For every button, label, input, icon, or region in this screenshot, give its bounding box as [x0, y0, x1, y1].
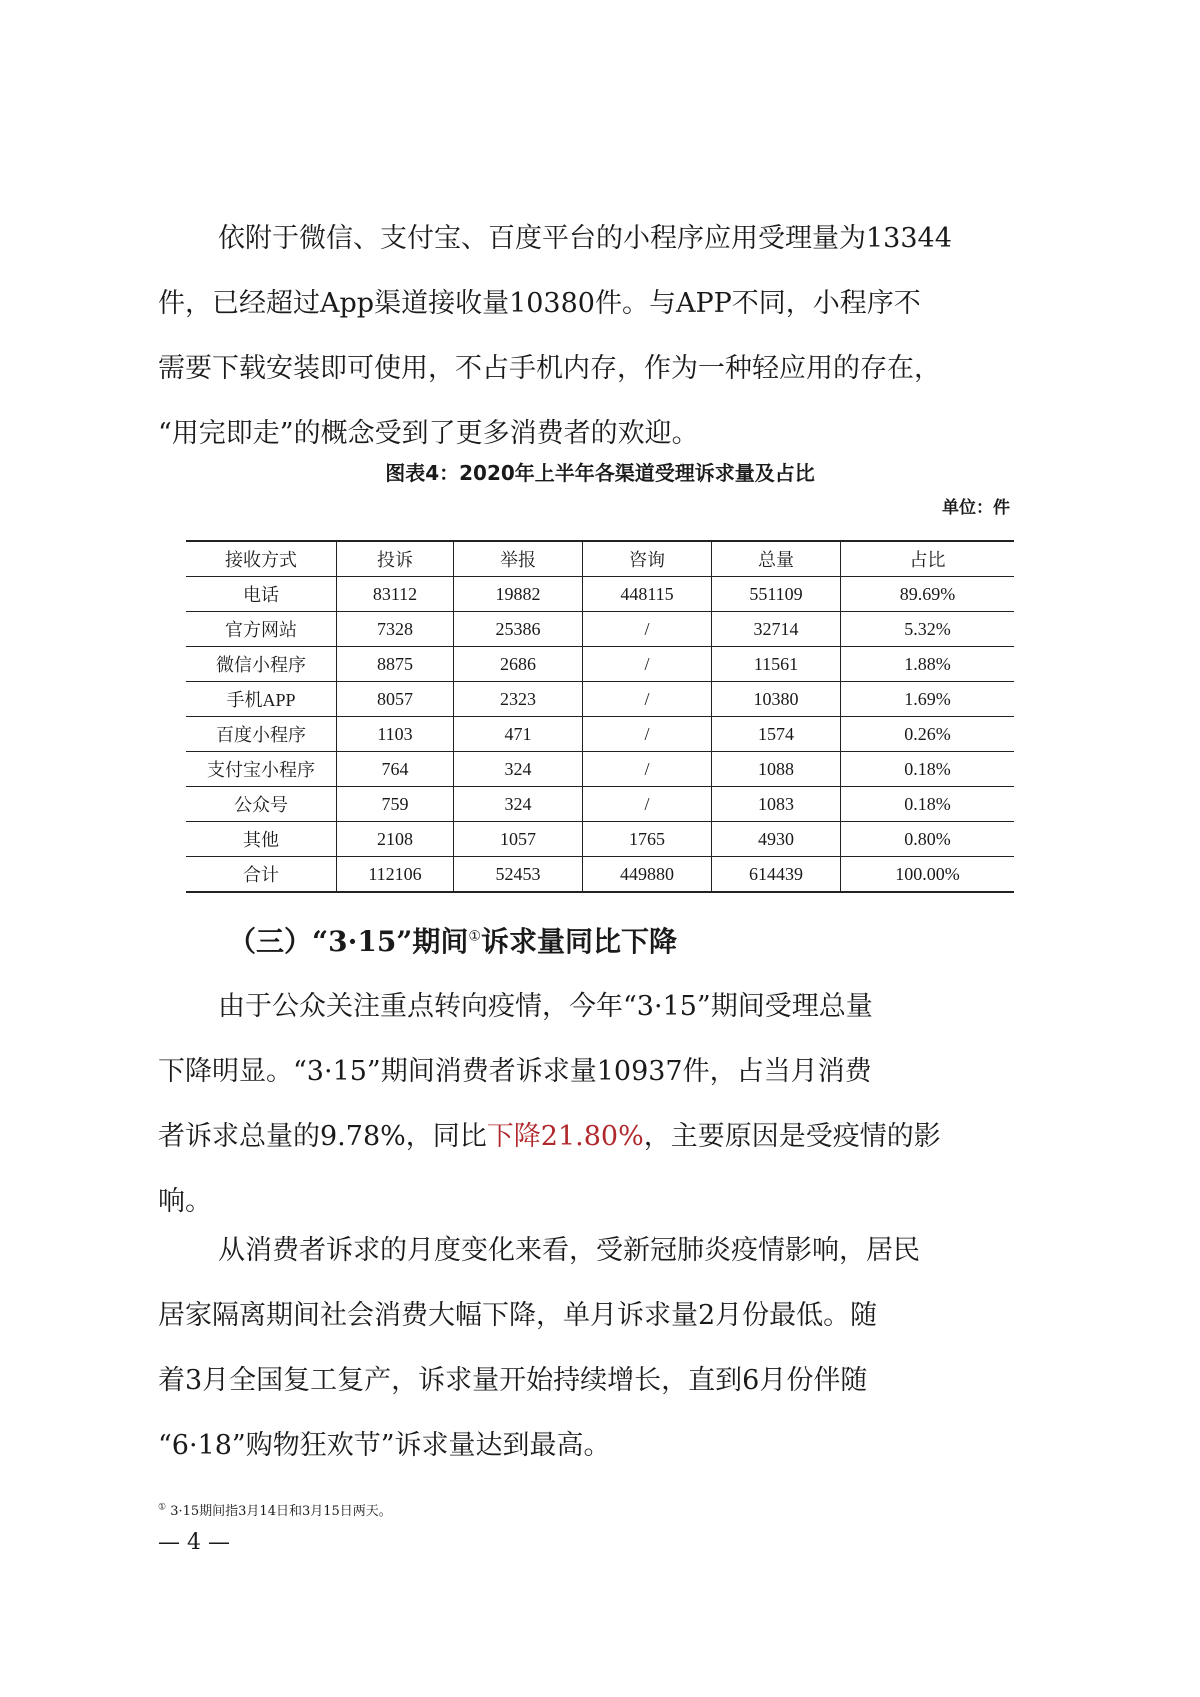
paragraph-1-line: “用完即走”的概念受到了更多消费者的欢迎。: [158, 418, 699, 449]
paragraph-1: [158, 206, 1058, 466]
paragraph-2-line: 由于公众关注重点转向疫情，今年“3·15”期间受理总量: [218, 991, 873, 1022]
table-cell: 合计: [186, 857, 337, 893]
table-cell: 1765: [583, 822, 712, 857]
table-cell: 448115: [583, 577, 712, 612]
table-cell: 支付宝小程序: [186, 752, 337, 787]
table-cell: 614439: [712, 857, 841, 893]
section-heading-text: （三）“3·15”期间: [228, 925, 469, 958]
table-cell: 551109: [712, 577, 841, 612]
table-cell: 0.26%: [841, 717, 1015, 752]
column-header: 投诉: [337, 541, 454, 577]
table-cell: 759: [337, 787, 454, 822]
table-cell: 1083: [712, 787, 841, 822]
footnote-reference[interactable]: ①: [468, 928, 481, 945]
table-row: [186, 787, 1014, 822]
paragraph-3: [158, 1218, 1058, 1478]
paragraph-3-line: 着3月全国复工复产，诉求量开始持续增长，直到6月份伴随: [158, 1365, 868, 1396]
channel-table: [186, 540, 1014, 893]
table-cell: 1103: [337, 717, 454, 752]
table-cell: 8875: [337, 647, 454, 682]
table-row: [186, 752, 1014, 787]
table-cell: 7328: [337, 612, 454, 647]
table-cell: 2323: [454, 682, 583, 717]
paragraph-1-line: 依附于微信、支付宝、百度平台的小程序应用受理量为13344: [218, 223, 952, 254]
column-header: 接收方式: [186, 541, 337, 577]
table-row: [186, 682, 1014, 717]
table-cell: 2686: [454, 647, 583, 682]
table-total-row: [186, 857, 1014, 893]
table-unit: 单位：件: [942, 498, 1010, 518]
paragraph-2: [158, 974, 1058, 1234]
table-cell: 89.69%: [841, 577, 1015, 612]
table-cell: /: [583, 682, 712, 717]
table-cell: 5.32%: [841, 612, 1015, 647]
column-header: 占比: [841, 541, 1015, 577]
paragraph-2-line: 响。: [158, 1186, 212, 1217]
table-cell: 百度小程序: [186, 717, 337, 752]
footnote-mark: ①: [158, 1502, 167, 1513]
table-cell: 8057: [337, 682, 454, 717]
column-header: 举报: [454, 541, 583, 577]
table-cell: 官方网站: [186, 612, 337, 647]
column-header: 总量: [712, 541, 841, 577]
table-cell: 4930: [712, 822, 841, 857]
paragraph-2-line: [158, 1104, 1058, 1169]
table-cell: /: [583, 752, 712, 787]
table-cell: /: [583, 787, 712, 822]
table-cell: 手机APP: [186, 682, 337, 717]
table-cell: 10380: [712, 682, 841, 717]
section-heading-text: 诉求量同比下降: [480, 925, 677, 958]
table-row: [186, 577, 1014, 612]
table-cell: /: [583, 647, 712, 682]
table-cell: 微信小程序: [186, 647, 337, 682]
table-cell: 324: [454, 752, 583, 787]
page-number: — 4 —: [158, 1530, 230, 1555]
paragraph-1-line: 件，已经超过App渠道接收量10380件。与APP不同，小程序不: [158, 288, 921, 319]
paragraph-1-line: 需要下载安装即可使用，不占手机内存，作为一种轻应用的存在，: [158, 353, 941, 384]
table-header-row: [186, 541, 1014, 577]
table-cell: 19882: [454, 577, 583, 612]
table-cell: 1088: [712, 752, 841, 787]
paragraph-2-line: 下降明显。“3·15”期间消费者诉求量10937件，占当月消费: [158, 1056, 872, 1087]
table-cell: 100.00%: [841, 857, 1015, 893]
footnote: [158, 1500, 392, 1519]
table-row: [186, 612, 1014, 647]
table-cell: 52453: [454, 857, 583, 893]
table-cell: 0.18%: [841, 752, 1015, 787]
table-cell: 1057: [454, 822, 583, 857]
paragraph-3-line: “6·18”购物狂欢节”诉求量达到最高。: [158, 1430, 611, 1461]
table-cell: 1.88%: [841, 647, 1015, 682]
table-cell: 25386: [454, 612, 583, 647]
table-cell: 324: [454, 787, 583, 822]
table-cell: 0.18%: [841, 787, 1015, 822]
column-header: 咨询: [583, 541, 712, 577]
table-cell: 公众号: [186, 787, 337, 822]
table-cell: 1.69%: [841, 682, 1015, 717]
table-cell: 112106: [337, 857, 454, 893]
table-row: [186, 647, 1014, 682]
table-cell: 2108: [337, 822, 454, 857]
table-cell: 32714: [712, 612, 841, 647]
section-heading: [228, 920, 677, 960]
table-cell: 0.80%: [841, 822, 1015, 857]
paragraph-3-line: 居家隔离期间社会消费大幅下降，单月诉求量2月份最低。随: [158, 1300, 878, 1331]
table-cell: 其他: [186, 822, 337, 857]
table-caption: 图表4：2020年上半年各渠道受理诉求量及占比: [385, 461, 815, 485]
table-cell: 449880: [583, 857, 712, 893]
table-cell: 11561: [712, 647, 841, 682]
table-cell: 471: [454, 717, 583, 752]
footnote-text: 3·15期间指3月14日和3月15日两天。: [170, 1504, 392, 1519]
table-cell: 764: [337, 752, 454, 787]
table-row: [186, 717, 1014, 752]
table-cell: 1574: [712, 717, 841, 752]
table-cell: 电话: [186, 577, 337, 612]
table-cell: /: [583, 717, 712, 752]
table-cell: /: [583, 612, 712, 647]
table-cell: 83112: [337, 577, 454, 612]
table-row: [186, 822, 1014, 857]
highlighted-decline-text: 下降21.80%: [486, 1121, 644, 1152]
text-segment: 者诉求总量的9.78%，同比: [158, 1121, 487, 1152]
text-segment: ，主要原因是受疫情的影: [643, 1121, 941, 1152]
paragraph-3-line: 从消费者诉求的月度变化来看，受新冠肺炎疫情影响，居民: [218, 1235, 920, 1266]
